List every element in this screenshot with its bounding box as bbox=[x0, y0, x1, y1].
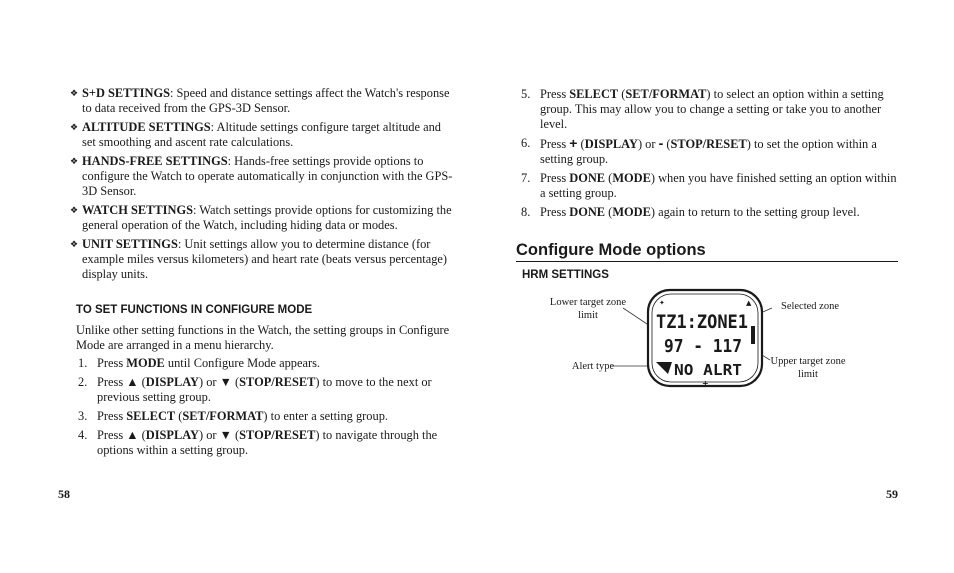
callout-upper-target: Upper target zone limit bbox=[770, 356, 846, 380]
list-item: ❖ ALTITUDE SETTINGS: Altitude settings configure target altitude and set smoothing and ascent rate calculations. bbox=[70, 120, 441, 149]
button-plus-icon: + bbox=[702, 379, 709, 388]
button-mark-icon: ▲ bbox=[746, 299, 752, 307]
steps-list-left bbox=[78, 356, 454, 462]
list-item: 6. Press + (DISPLAY) or - (STOP/RESET) to set the option within a setting group. bbox=[521, 135, 877, 166]
list-item: ❖ S+D SETTINGS: Speed and distance settings affect the Watch's response to data received from the GPS-3D Sensor. bbox=[70, 86, 450, 115]
list-item: 2. Press ▲ (DISPLAY) or ▼ (STOP/RESET) to move to the next or previous setting group. bbox=[78, 375, 432, 404]
configure-mode-subheading: TO SET FUNCTIONS IN CONFIGURE MODE bbox=[76, 304, 313, 316]
callout-lower-target: Lower target zone limit bbox=[549, 297, 627, 321]
right-page bbox=[516, 0, 898, 573]
lcd-line-2: 97 - 117 bbox=[664, 336, 742, 357]
callout-selected-zone: Selected zone bbox=[780, 301, 839, 312]
hrm-settings-subheading: HRM SETTINGS bbox=[522, 269, 609, 281]
plus-icon: + bbox=[569, 135, 578, 151]
steps-list-right bbox=[521, 87, 899, 224]
list-item: 3. Press SELECT (SET/FORMAT) to enter a setting group. bbox=[78, 409, 388, 423]
bullet-diamond-icon: ❖ bbox=[70, 205, 79, 215]
page-number: 59 bbox=[886, 487, 898, 501]
watch-display-illustration bbox=[548, 286, 848, 396]
list-item: 8. Press DONE (MODE) again to return to the setting group level. bbox=[521, 205, 860, 219]
callout-alert-type: Alert type bbox=[571, 361, 615, 372]
button-mark-icon: ✦ bbox=[659, 299, 665, 307]
bullet-diamond-icon: ❖ bbox=[70, 156, 79, 166]
list-item: 7. Press DONE (MODE) when you have finished setting an option within a setting group. bbox=[521, 171, 897, 200]
list-item: ❖ UNIT SETTINGS: Unit settings allow you to determine distance (for example miles versus kilometers) and heart rate (beats versus percentage) display units. bbox=[70, 237, 448, 281]
hrm-settings-figure bbox=[548, 286, 848, 396]
lcd-line-3: NO ALRT bbox=[674, 361, 742, 379]
intro-paragraph: Unlike other setting functions in the Watch, the setting groups in Configure Mode are arranged in a menu hierarchy. bbox=[76, 323, 450, 352]
list-item: ❖ WATCH SETTINGS: Watch settings provide options for customizing the general operation of the Watch, including hiding data or modes. bbox=[70, 203, 452, 232]
page-number: 58 bbox=[58, 487, 70, 501]
list-item: 5. Press SELECT (SET/FORMAT) to select an option within a setting group. This may allow you to change a setting or take you to another level. bbox=[521, 87, 884, 131]
list-item: 4. Press ▲ (DISPLAY) or ▼ (STOP/RESET) to navigate through the options within a setting group. bbox=[78, 428, 438, 457]
bullet-diamond-icon: ❖ bbox=[70, 88, 79, 98]
lcd-indicator-bar bbox=[751, 326, 755, 344]
section-title: Configure Mode options bbox=[516, 240, 898, 262]
list-item: ❖ HANDS-FREE SETTINGS: Hands-free settings provide options to configure the Watch to operate automatically in conjunction with the GPS-3D Sensor. bbox=[70, 154, 453, 198]
list-item: 1. Press MODE until Configure Mode appears. bbox=[78, 356, 321, 370]
minus-icon: - bbox=[658, 135, 664, 151]
lcd-line-1: TZ1:ZONE1 bbox=[656, 311, 748, 333]
bullet-diamond-icon: ❖ bbox=[70, 239, 79, 249]
settings-bullet-list bbox=[70, 86, 456, 286]
left-page bbox=[58, 0, 458, 573]
bullet-diamond-icon: ❖ bbox=[70, 122, 79, 132]
